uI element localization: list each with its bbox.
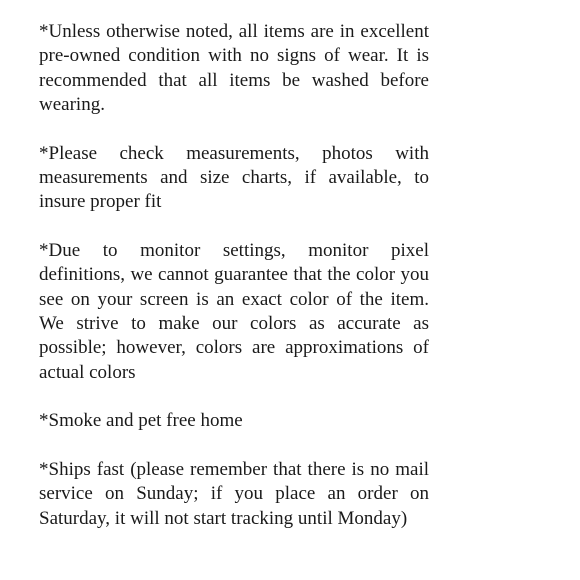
- note-condition: *Unless otherwise noted, all items are in excellent pre-owned condition with no signs of wear. It is recommended that all items be washed before wearing.: [39, 21, 429, 115]
- note-measurements: *Please check measurements, photos with measurements and size charts, if available, to insure proper fit: [39, 142, 429, 213]
- note-color-disclaimer: *Due to monitor settings, monitor pixel definitions, we cannot guarantee that the color you see on your screen is an exact color of the item. We strive to make our colors as accurate as possible; however, colors are approximations of actual colors: [39, 240, 429, 383]
- listing-notes: [39, 20, 429, 531]
- note-smoke-pet-free: *Smoke and pet free home: [39, 410, 243, 432]
- note-shipping: *Ships fast (please remember that there is no mail service on Sunday; if you place an order on Saturday, it will not start tracking until Monday): [39, 459, 429, 529]
